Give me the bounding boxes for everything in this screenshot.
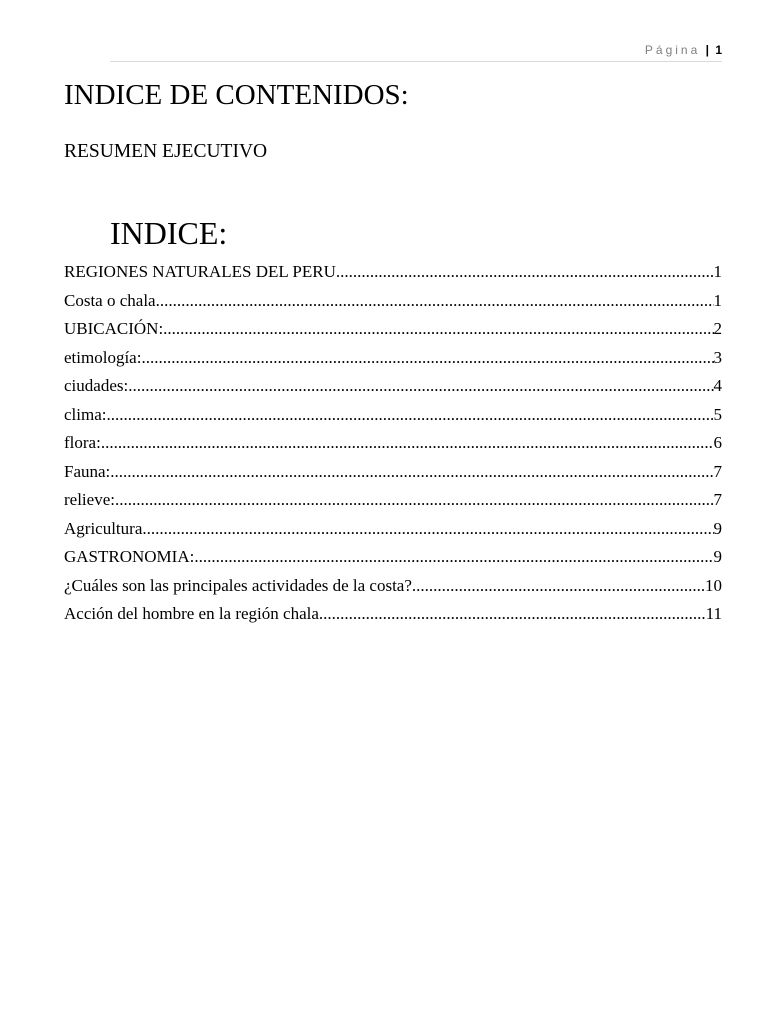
toc-entry-page: 6 xyxy=(713,433,722,452)
toc-entry[interactable] xyxy=(64,486,722,515)
toc-entry-label: clima: xyxy=(64,404,107,424)
toc-entry-page: 3 xyxy=(713,347,722,367)
toc-entry-label: UBICACIÓN: xyxy=(64,319,164,338)
toc-entry[interactable] xyxy=(64,543,722,572)
toc-entry[interactable] xyxy=(64,429,722,458)
toc-dot-leader xyxy=(412,572,705,601)
toc-entry[interactable] xyxy=(64,315,722,344)
toc-entry-page: 5 xyxy=(713,404,722,424)
toc-dot-leader xyxy=(336,258,714,287)
toc-entry-label: Acción del hombre en la región chala xyxy=(64,604,319,623)
toc-list xyxy=(64,258,722,629)
toc-entry-page: 1 xyxy=(713,262,722,281)
toc-entry-label: Fauna: xyxy=(64,461,111,481)
toc-dot-leader xyxy=(141,344,713,373)
toc-entry[interactable] xyxy=(64,287,722,316)
toc-dot-leader xyxy=(194,543,713,572)
toc-entry[interactable] xyxy=(64,401,722,430)
page-word: Página xyxy=(644,43,701,57)
toc-entry-page: 11 xyxy=(705,604,722,623)
toc-entry-label: flora: xyxy=(64,433,101,452)
executive-summary-heading: RESUMEN EJECUTIVO xyxy=(64,141,268,162)
toc-heading: INDICE: xyxy=(110,215,228,251)
toc-dot-leader xyxy=(101,429,714,458)
toc-entry-page: 2 xyxy=(713,319,722,338)
toc-dot-leader xyxy=(115,486,714,515)
toc-entry-label: REGIONES NATURALES DEL PERU xyxy=(64,262,336,281)
toc-entry-label: etimología: xyxy=(64,347,142,367)
toc-entry-page: 1 xyxy=(713,290,722,310)
toc-entry-page: 9 xyxy=(713,547,722,566)
toc-entry-label: GASTRONOMIA: xyxy=(64,547,195,566)
toc-entry[interactable] xyxy=(64,344,722,373)
toc-entry-page: 7 xyxy=(713,490,722,509)
page-number: 1 xyxy=(715,43,722,57)
toc-entry-label: ¿Cuáles son las principales actividades de la costa? xyxy=(64,575,412,595)
toc-entry-label: relieve: xyxy=(64,490,115,509)
toc-dot-leader xyxy=(142,515,713,544)
toc-entry-page: 4 xyxy=(713,376,722,395)
document-title: INDICE DE CONTENIDOS: xyxy=(64,79,409,111)
page-separator: | xyxy=(705,43,709,57)
toc-entry[interactable] xyxy=(64,572,722,601)
toc-entry-page: 7 xyxy=(713,461,722,481)
toc-dot-leader xyxy=(163,315,713,344)
toc-entry-label: Agricultura xyxy=(64,518,143,538)
toc-dot-leader xyxy=(128,372,713,401)
toc-dot-leader xyxy=(106,401,713,430)
toc-entry-label: ciudades: xyxy=(64,376,129,395)
toc-entry[interactable] xyxy=(64,515,722,544)
toc-dot-leader xyxy=(156,287,714,316)
toc-entry[interactable] xyxy=(64,258,722,287)
toc-entry-label: Costa o chala xyxy=(64,290,156,310)
toc-entry-page: 9 xyxy=(713,518,722,538)
page-header xyxy=(110,40,722,62)
toc-entry[interactable] xyxy=(64,600,722,629)
toc-entry[interactable] xyxy=(64,372,722,401)
toc-dot-leader xyxy=(110,458,713,487)
toc-entry-page: 10 xyxy=(705,575,722,595)
toc-entry[interactable] xyxy=(64,458,722,487)
toc-dot-leader xyxy=(319,600,706,629)
